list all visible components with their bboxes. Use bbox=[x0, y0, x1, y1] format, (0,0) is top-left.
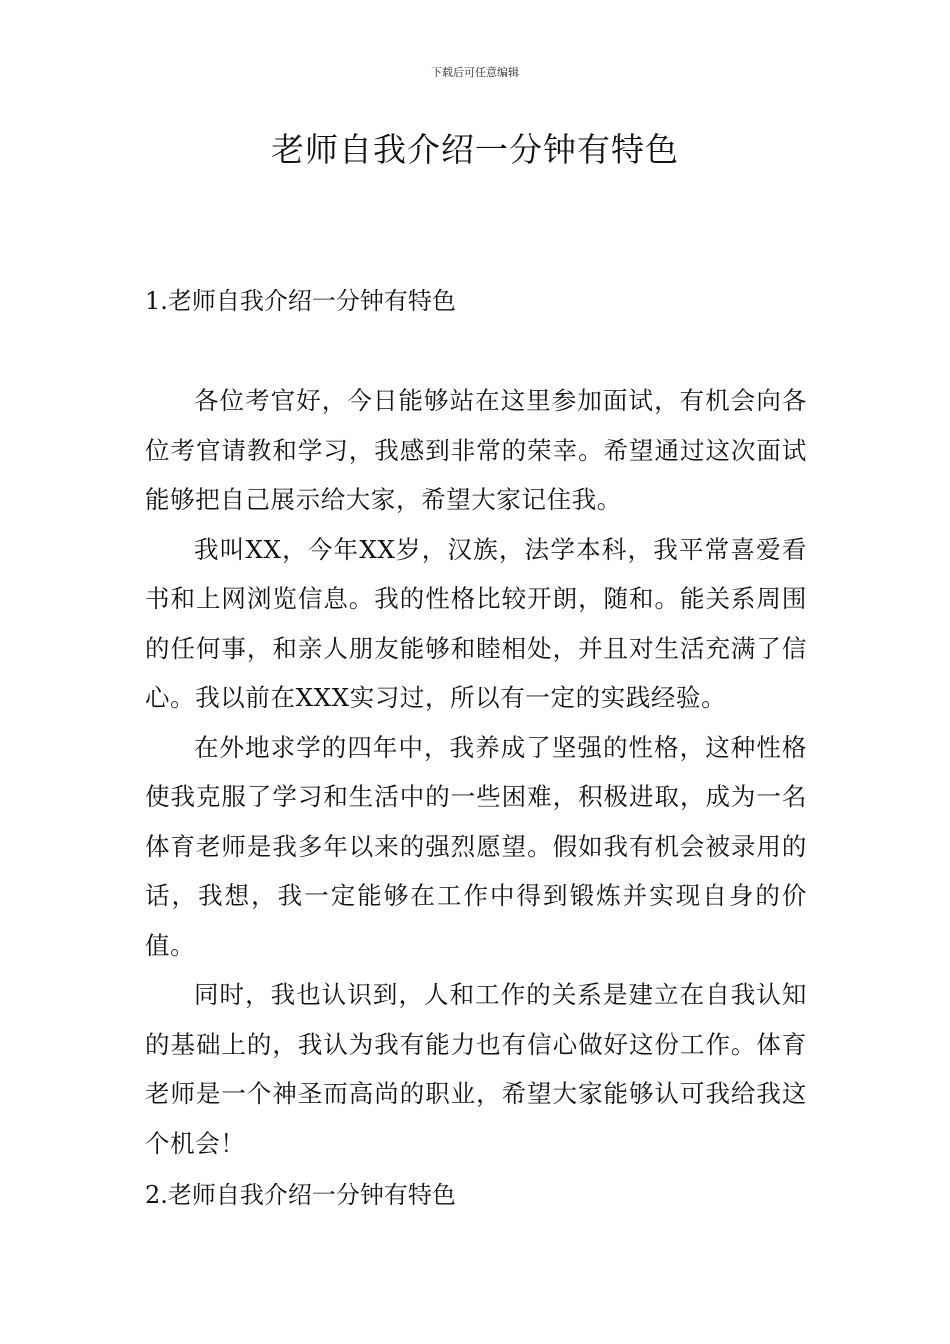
document-title: 老师自我介绍一分钟有特色 bbox=[271, 130, 679, 169]
paragraph: 我叫XX，今年XX岁，汉族，法学本科，我平常喜爱看书和上网浏览信息。我的性格比较开朗，随和。能关系周围的任何事，和亲人朋友能够和睦相处，并且对生活充满了信心。我以前在XXX实习过，所以有一定的实践经验。 bbox=[145, 534, 807, 712]
body-text bbox=[145, 376, 807, 1168]
header-note: 下载后可任意编辑 bbox=[431, 66, 519, 79]
paragraph: 在外地求学的四年中，我养成了坚强的性格，这种性格使我克服了学习和生活中的一些困难，积极进取，成为一名体育老师是我多年以来的强烈愿望。假如我有机会被录用的话，我想，我一定能够在工作中得到锻炼并实现自身的价值。 bbox=[145, 732, 807, 960]
paragraph: 各位考官好，今日能够站在这里参加面试，有机会向各位考官请教和学习，我感到非常的荣幸。希望通过这次面试能够把自己展示给大家，希望大家记住我。 bbox=[145, 386, 807, 514]
paragraph: 同时，我也认识到，人和工作的关系是建立在自我认知的基础上的，我认为我有能力也有信心做好这份工作。体育老师是一个神圣而高尚的职业，希望大家能够认可我给我这个机会！ bbox=[145, 980, 807, 1158]
section-heading-1: 1.老师自我介绍一分钟有特色 bbox=[145, 287, 456, 315]
section-heading-2: 2.老师自我介绍一分钟有特色 bbox=[145, 1181, 456, 1209]
